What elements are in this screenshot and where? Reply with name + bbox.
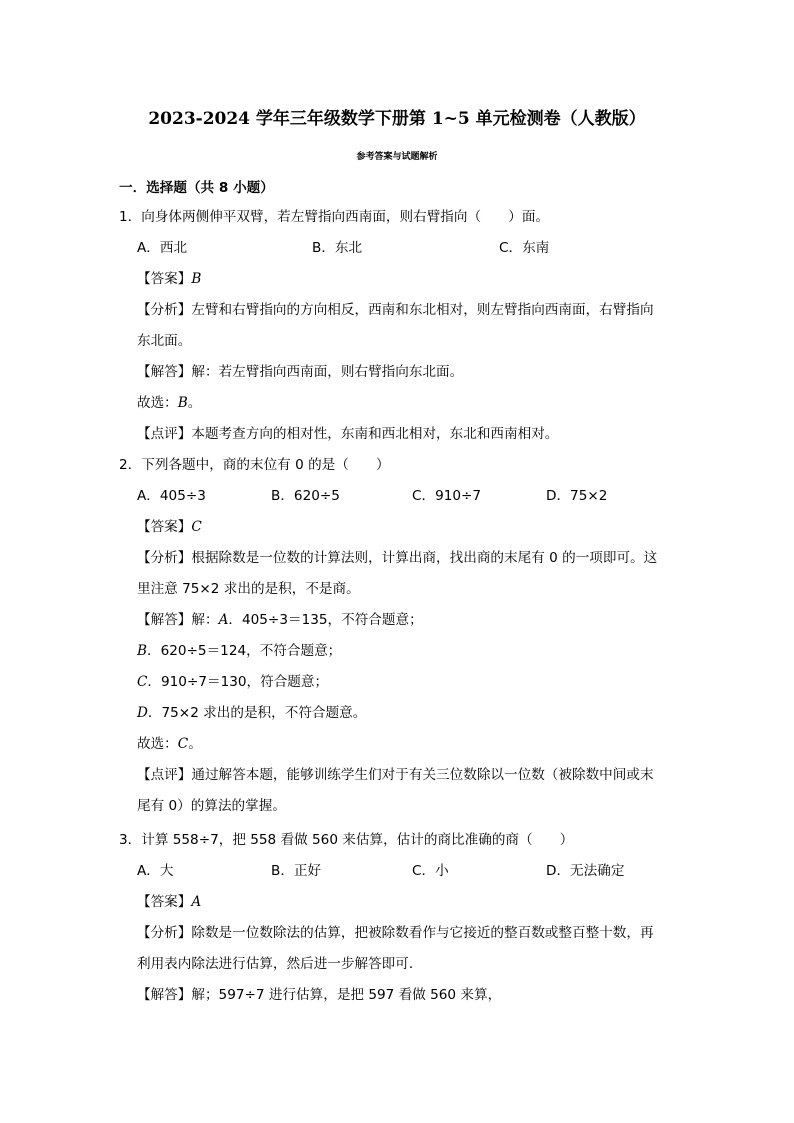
page-title: 2023-2024 学年三年级数学下册第 1~5 单元检测卷（人教版） [148,109,646,129]
q2-sol-c-text: ．910÷7＝130，符合题意； [147,674,329,690]
q3-analysis-text-2: 利用表内除法进行估算，然后进一步解答即可． [137,956,423,972]
q2-analysis-text-2: 里注意 75×2 求出的是积，不是商。 [137,581,360,597]
q2-analysis-text-1: 根据除数是一位数的计算法则，计算出商，找出商的末尾有 0 的一项即可。这 [191,550,658,566]
q2-answer-value: C [191,519,202,535]
analysis-tag: 【分析】 [137,925,192,941]
analysis-tag: 【分析】 [137,550,192,566]
section-heading: 一．选择题（共 8 小题） [119,180,274,196]
q3-stem: 3．计算 558÷7，把 558 看做 560 来估算，估计的商比准确的商（ ） [119,832,574,848]
choose-suffix: 。 [188,736,202,752]
solution-prefix: 解： [191,612,219,628]
comment-tag: 【点评】 [137,426,192,442]
q1-analysis-text-1: 左臂和右臂指向的方向相反，西南和东北相对，则左臂指向西南面，右臂指向 [191,302,654,318]
q3-solution [137,985,717,1005]
q2-option-c: C．910÷7 [412,488,482,504]
q2-solution-c [137,672,717,692]
q1-answer-value: B [191,271,202,287]
q1-analysis-text-2: 东北面。 [137,333,192,349]
q2-comment-text-1: 通过解答本题，能够训练学生们对于有关三位数除以一位数（被除数中间或末 [191,767,654,783]
q2-choose [137,734,717,754]
q3-answer [137,892,717,912]
answer-tag: 【答案】 [137,894,192,910]
q1-solution [137,362,717,382]
q3-option-c: C．小 [412,863,449,879]
q2-solution-b [137,641,717,661]
q2-comment [137,765,717,785]
choose-prefix: 故选： [137,395,178,411]
q2-sol-b-letter: B [137,643,147,659]
q2-answer [137,517,717,537]
q2-analysis [137,548,717,568]
q3-analysis [137,923,717,943]
q2-option-a: A．405÷3 [137,488,206,504]
q1-comment [137,424,717,444]
answer-tag: 【答案】 [137,519,192,535]
q2-comment-text-2: 尾有 0）的算法的掌握。 [137,798,286,814]
q2-choose-value: C [177,736,189,752]
choose-prefix: 故选： [137,736,178,752]
solution-tag: 【解答】 [137,987,192,1003]
q3-analysis-text-1: 除数是一位数除法的估算，把被除数看作与它接近的整百数或整百整十数，再 [191,925,654,941]
q2-option-b: B．620÷5 [271,488,340,504]
q1-solution-text: 解：若左臂指向西南面，则右臂指向东北面。 [191,364,464,380]
q1-stem: 1．向身体两侧伸平双臂，若左臂指向西南面，则右臂指向（ ）面。 [119,209,550,225]
q2-sol-d-text: ．75×2 求出的是积，不符合题意。 [147,705,367,721]
solution-tag: 【解答】 [137,612,192,628]
q1-choose [137,393,717,413]
q1-comment-text: 本题考查方向的相对性，东南和西北相对，东北和西南相对。 [191,426,559,442]
q2-solution-d [137,703,717,723]
choose-suffix: 。 [187,395,202,411]
q2-option-d: D．75×2 [546,488,608,504]
q1-option-b: B．东北 [312,240,363,256]
q2-sol-d-letter: D [137,705,148,721]
q1-option-c: C．东南 [499,240,550,256]
analysis-tag: 【分析】 [137,302,192,318]
q3-solution-text: 解；597÷7 进行估算，是把 597 看做 560 来算， [191,987,502,1003]
comment-tag: 【点评】 [137,767,192,783]
q3-option-b: B．正好 [271,863,322,879]
page-subtitle: 参考答案与试题解析 [356,152,438,162]
q2-stem: 2．下列各题中，商的末位有 0 的是（ ） [119,457,390,473]
q3-answer-value: A [191,894,202,910]
q2-sol-a-letter: A [218,612,229,628]
q3-option-a: A．大 [137,863,174,879]
answer-tag: 【答案】 [137,271,192,287]
q2-sol-c-letter: C [137,674,148,690]
q1-choose-value: B [177,395,188,411]
q2-solution-a [137,610,717,630]
q2-sol-a-text: ．405÷3＝135，不符合题意； [228,612,423,628]
solution-tag: 【解答】 [137,364,192,380]
q2-sol-b-text: ．620÷5＝124，不符合题意； [147,643,342,659]
q1-option-a: A．西北 [137,240,188,256]
q1-answer [137,269,717,289]
q1-analysis [137,300,717,320]
q3-option-d: D．无法确定 [546,863,625,879]
